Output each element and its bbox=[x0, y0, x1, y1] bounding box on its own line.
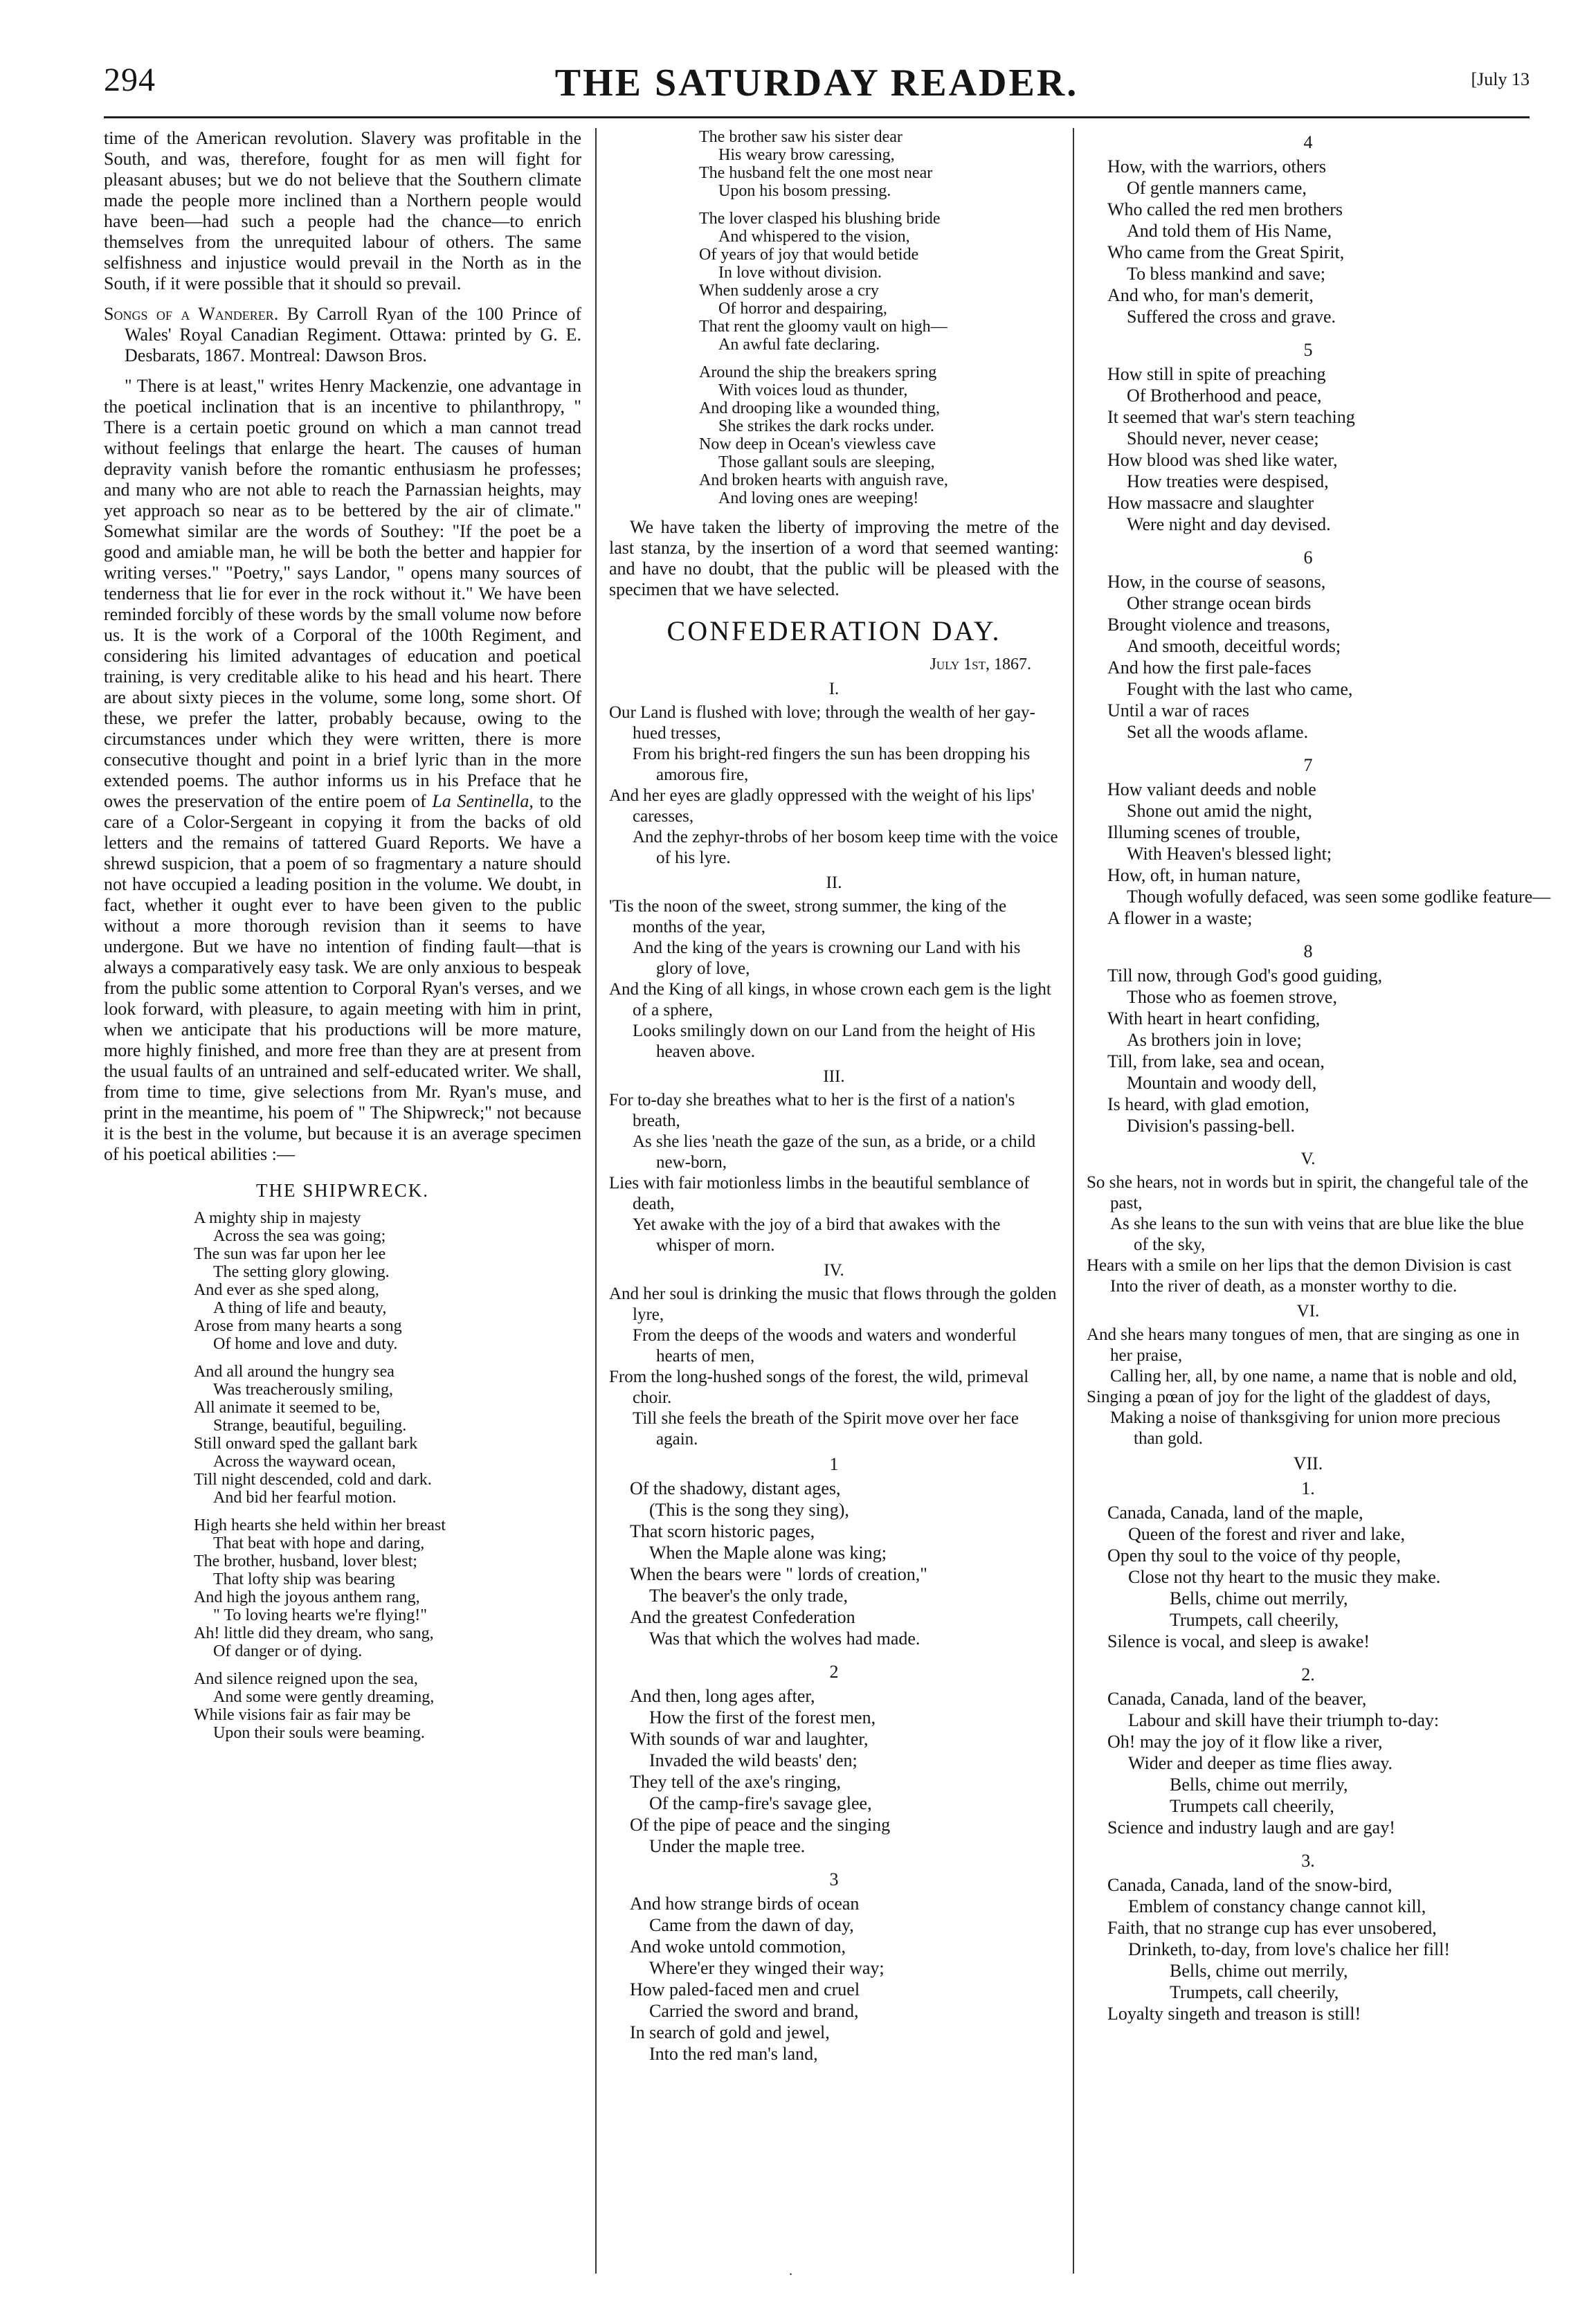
review-text-end: to the care of a Color-Sergeant in copying it from the backs of old letters and the remains of tattered Guard Reports. We have a shrewd suspicion, that a poem of so fragmentary a nature should not have occupied a leading position in the volume. We doubt, in fact, whether it ought ever to have been given to the public without a more thorough revision than it seems to have undergone. But we have no intention of finding fault—that is always a comparatively easy task. We are only anxious to bespeak from the public some attention to Corporal Ryan's verses, and we look forward, with pleasure, to again meeting with him in print, when we anticipate that his productions will be more mature, more highly finished, and more free than they are at present from the usual faults of an untrained and self-educated writer. We shall, from time to time, give selections from Mr. Ryan's muse, and print in the meantime, his poem of " The Shipwreck;" not because it is the best in the volume, but because it is an average specimen of his poetical abilities :— bbox=[104, 791, 581, 1164]
part-number: III. bbox=[823, 1067, 845, 1086]
poem-line: That beat with hope and daring, bbox=[213, 1534, 425, 1552]
poem-line: And smooth, deceitful words; bbox=[1127, 636, 1341, 656]
poem-line: And her soul is drinking the music that flows through the golden lyre, bbox=[609, 1285, 1057, 1324]
song-line: Bells, chime out merrily, bbox=[1170, 1588, 1348, 1608]
poem-line: Of the camp-fire's savage glee, bbox=[649, 1793, 872, 1813]
poem-line: From the long-hushed songs of the forest, the wild, primeval choir. bbox=[609, 1368, 1029, 1407]
poem-line: That rent the gloomy vault on high— bbox=[699, 318, 947, 336]
poem-line: Of gentle manners came, bbox=[1127, 178, 1307, 198]
poem-line: And how strange birds of ocean bbox=[630, 1894, 860, 1914]
poem-stanzas bbox=[104, 1209, 581, 1742]
song-line: Faith, that no strange cup has ever unsobered, bbox=[1107, 1918, 1437, 1938]
poem-line: Were night and day devised. bbox=[1127, 514, 1331, 534]
poem-line: And told them of His Name, bbox=[1127, 221, 1332, 241]
poem-line: A thing of life and beauty, bbox=[213, 1299, 387, 1317]
stanza bbox=[630, 1893, 1059, 2065]
poem-line: While visions fair as fair may be bbox=[194, 1706, 411, 1724]
poem-line: For to-day she breathes what to her is the first of a nation's breath, bbox=[609, 1091, 1015, 1130]
poem-line: And who, for man's demerit, bbox=[1107, 285, 1314, 305]
part-number: V. bbox=[1300, 1150, 1316, 1168]
poem-line: They tell of the axe's ringing, bbox=[630, 1772, 842, 1792]
poem-line: Mountain and woody dell, bbox=[1127, 1073, 1317, 1093]
stanza bbox=[630, 1685, 1059, 1857]
poem-line: Until a war of races bbox=[1107, 700, 1250, 720]
poem-line: Hears with a smile on her lips that the demon Division is cast bbox=[1087, 1256, 1512, 1275]
subpart-number: 7 bbox=[1303, 755, 1313, 775]
poem-subparts-continued bbox=[1087, 132, 1551, 1136]
poem-line: Ah! little did they dream, who sang, bbox=[194, 1624, 434, 1642]
poem-line: And the zephyr-throbs of her bosom keep time with the voice of his lyre. bbox=[633, 828, 1058, 867]
header-rule bbox=[104, 116, 1530, 118]
poem-line: Of Brotherhood and peace, bbox=[1127, 386, 1322, 406]
poem-line: How, in the course of seasons, bbox=[1107, 572, 1326, 592]
poem-line: And she hears many tongues of men, that are singing as one in her praise, bbox=[1087, 1325, 1520, 1365]
column-2 bbox=[609, 128, 1059, 2077]
poem-line: In love without division. bbox=[718, 264, 882, 282]
poem-line: With sounds of war and laughter, bbox=[630, 1729, 869, 1749]
poem-line: How valiant deeds and noble bbox=[1107, 779, 1316, 799]
poem-parts-continued bbox=[1087, 1149, 1530, 1449]
stanza bbox=[699, 210, 1059, 354]
poem-line: Those gallant souls are sleeping, bbox=[718, 453, 935, 471]
song-line: Trumpets, call cheerily, bbox=[1170, 1610, 1339, 1630]
review-heading bbox=[104, 304, 581, 366]
poem-line: Fought with the last who came, bbox=[1127, 679, 1353, 699]
page-number: 294 bbox=[104, 62, 156, 98]
poem-line: Carried the sword and brand, bbox=[649, 2001, 859, 2021]
stanza bbox=[1107, 779, 1551, 929]
poem-line: Of years of joy that would betide bbox=[699, 246, 919, 264]
poem-line: That lofty ship was bearing bbox=[213, 1570, 395, 1588]
poem-line: Strange, beautiful, beguiling. bbox=[213, 1417, 407, 1435]
poem-line: The setting glory glowing. bbox=[213, 1263, 390, 1281]
poem-line: Of horror and despairing, bbox=[718, 300, 887, 318]
poem-line: A mighty ship in majesty bbox=[194, 1209, 361, 1227]
poem-line: Under the maple tree. bbox=[649, 1836, 806, 1856]
poem-line: All animate it seemed to be, bbox=[194, 1399, 381, 1417]
stanza bbox=[194, 1363, 581, 1507]
part-number: II. bbox=[826, 873, 842, 892]
poem-line: How treaties were despised, bbox=[1127, 471, 1329, 491]
poem-line: From the deeps of the woods and waters and wonderful hearts of men, bbox=[633, 1326, 1017, 1366]
header-date: [July 13 bbox=[1471, 69, 1530, 89]
poem-line: How the first of the forest men, bbox=[649, 1707, 876, 1727]
column-1 bbox=[104, 128, 581, 1752]
article-paragraph: time of the American revolution. Slavery was profitable in the South, and was, therefore, fought for as men will fight for pleasant abuses; but we do not believe that the Southern climate made the people more inclined than a Northern people would have been—had such a people had the chance—to enrich themselves from the unrequited labour of others. The same selfishness and injustice would prevail in the North as in the South, if it were possible that it should so prevail. bbox=[104, 128, 581, 293]
subpart-number: 6 bbox=[1303, 547, 1313, 568]
poem-line: High hearts she held within her breast bbox=[194, 1516, 446, 1534]
poem-line: And the king of the years is crowning our Land with his glory of love, bbox=[633, 938, 1021, 978]
poem-line: As brothers join in love; bbox=[1127, 1030, 1302, 1050]
column-3 bbox=[1087, 128, 1551, 2037]
poem-line: When the bears were " lords of creation," bbox=[630, 1564, 927, 1584]
song-line: Queen of the forest and river and lake, bbox=[1128, 1524, 1405, 1544]
poem-line: With heart in heart confiding, bbox=[1107, 1008, 1321, 1028]
poem-line: How paled-faced men and cruel bbox=[630, 1979, 860, 1999]
poem-line: And the King of all kings, in whose crown each gem is the light of a sphere, bbox=[609, 980, 1051, 1019]
ornament-dot: . bbox=[789, 2263, 792, 2278]
stanza bbox=[194, 1670, 581, 1742]
poem-line: And high the joyous anthem rang, bbox=[194, 1588, 420, 1606]
poem-line: How blood was shed like water, bbox=[1107, 450, 1338, 470]
subpart-number: 8 bbox=[1303, 941, 1313, 961]
poem-line: Till she feels the breath of the Spirit move over her face again. bbox=[633, 1409, 1019, 1449]
poem-line: Shone out amid the night, bbox=[1127, 801, 1312, 821]
poem-line: Illuming scenes of trouble, bbox=[1107, 822, 1300, 842]
stanza bbox=[630, 1478, 1059, 1649]
song-line: Drinketh, to-day, from love's chalice her fill! bbox=[1128, 1939, 1451, 1959]
poem-line: In search of gold and jewel, bbox=[630, 2022, 830, 2042]
poem-line: When suddenly arose a cry bbox=[699, 282, 879, 300]
verse bbox=[1107, 1874, 1530, 2024]
poem-line: Into the red man's land, bbox=[649, 2044, 818, 2064]
stanza bbox=[194, 1209, 581, 1353]
poem-line: And how the first pale-faces bbox=[1107, 657, 1312, 678]
poem-line: Is heard, with glad emotion, bbox=[1107, 1094, 1309, 1114]
poem-stanzas-continued bbox=[609, 128, 1059, 507]
poem-line: Brought violence and treasons, bbox=[1107, 615, 1331, 635]
poem-line: Upon their souls were beaming. bbox=[213, 1724, 425, 1742]
song-line: Bells, chime out merrily, bbox=[1170, 1961, 1348, 1981]
song-verses bbox=[1087, 1478, 1530, 2024]
poem-line: His weary brow caressing, bbox=[718, 146, 895, 164]
verse-number: 2. bbox=[1301, 1665, 1315, 1685]
poem-line: With Heaven's blessed light; bbox=[1127, 844, 1332, 864]
poem-line: The brother, husband, lover blest; bbox=[194, 1552, 417, 1570]
song-line: Bells, chime out merrily, bbox=[1170, 1775, 1348, 1795]
poem-line: Of home and love and duty. bbox=[213, 1335, 398, 1353]
poem-line: And loving ones are weeping! bbox=[718, 489, 919, 507]
poem-line: From his bright-red fingers the sun has been dropping his amorous fire, bbox=[633, 745, 1031, 784]
poem-line: Looks smilingly down on our Land from the height of His heaven above. bbox=[633, 1022, 1035, 1061]
poem-line: And all around the hungry sea bbox=[194, 1363, 395, 1381]
poem-line: And broken hearts with anguish rave, bbox=[699, 471, 948, 489]
verse-number: 1. bbox=[1301, 1478, 1315, 1498]
poem-line: Calling her, all, by one name, a name that is noble and old, bbox=[1110, 1367, 1517, 1386]
poem-line: Came from the dawn of day, bbox=[649, 1915, 854, 1935]
song-line: Canada, Canada, land of the beaver, bbox=[1107, 1689, 1367, 1709]
stanza bbox=[699, 128, 1059, 200]
poem-line: Of danger or of dying. bbox=[213, 1642, 363, 1660]
song-line: Canada, Canada, land of the snow-bird, bbox=[1107, 1875, 1393, 1895]
poem-line: Those who as foemen strove, bbox=[1127, 987, 1337, 1007]
poem-line: And the greatest Confederation bbox=[630, 1607, 855, 1627]
song-line: Labour and skill have their triumph to-day: bbox=[1128, 1710, 1440, 1730]
stanza bbox=[1107, 965, 1530, 1136]
poem-line: Was treacherously smiling, bbox=[213, 1381, 394, 1399]
poem-line: Invaded the wild beasts' den; bbox=[649, 1750, 858, 1770]
poem-line: As she lies 'neath the gaze of the sun, as a bride, or a child new-born, bbox=[633, 1132, 1036, 1172]
poem-line: Now deep in Ocean's viewless cave bbox=[699, 435, 936, 453]
poem-line: How still in spite of preaching bbox=[1107, 364, 1326, 384]
song-line: Canada, Canada, land of the maple, bbox=[1107, 1503, 1363, 1523]
poem-line: Still onward sped the gallant bark bbox=[194, 1435, 418, 1453]
poem-line: The sun was far upon her lee bbox=[194, 1245, 386, 1263]
poem-line: When the Maple alone was king; bbox=[649, 1543, 887, 1563]
poem-line: The beaver's the only trade, bbox=[649, 1586, 848, 1606]
poem-line: Set all the woods aflame. bbox=[1127, 722, 1309, 742]
poem-line: Suffered the cross and grave. bbox=[1127, 307, 1336, 327]
masthead-title: THE SATURDAY READER. bbox=[554, 62, 1079, 105]
review-paragraph bbox=[104, 376, 581, 1165]
poem-line: That scorn historic pages, bbox=[630, 1521, 815, 1541]
editor-note: We have taken the liberty of improving the metre of the last stanza, by the insertion of a word that seemed wanting: and have no doubt, that the public will be pleased with the specimen that we have selected. bbox=[609, 517, 1059, 599]
poem-line: An awful fate declaring. bbox=[718, 336, 880, 354]
song-line: Science and industry laugh and are gay! bbox=[1107, 1817, 1395, 1838]
song-line: Loyalty singeth and treason is still! bbox=[1107, 2004, 1361, 2024]
poem-line: Of the shadowy, distant ages, bbox=[630, 1478, 841, 1498]
stanza bbox=[1107, 363, 1530, 535]
subpart-number: 1 bbox=[829, 1454, 839, 1474]
part-number: VI. bbox=[1296, 1302, 1320, 1321]
poem-line: The lover clasped his blushing bride bbox=[699, 210, 941, 228]
part-number: IV. bbox=[824, 1261, 844, 1280]
poem-line: The brother saw his sister dear bbox=[699, 128, 903, 146]
verse-number: 3. bbox=[1301, 1851, 1315, 1871]
song-line: Oh! may the joy of it flow like a river, bbox=[1107, 1732, 1383, 1752]
song-line: Wider and deeper as time flies away. bbox=[1128, 1753, 1393, 1773]
poem-line: She strikes the dark rocks under. bbox=[718, 417, 934, 435]
poem-line: Was that which the wolves had made. bbox=[649, 1629, 921, 1649]
poem-line: And some were gently dreaming, bbox=[213, 1688, 435, 1706]
poem-title: THE SHIPWRECK. bbox=[256, 1180, 429, 1201]
poem-line: Division's passing-bell. bbox=[1127, 1116, 1296, 1136]
poem-line: Around the ship the breakers spring bbox=[699, 363, 937, 381]
poem-line: And bid her fearful motion. bbox=[213, 1489, 397, 1507]
review-text-italic: La Sentinella, bbox=[432, 791, 534, 811]
poem-line: And whispered to the vision, bbox=[718, 228, 910, 246]
song-line: Open thy soul to the voice of thy people, bbox=[1107, 1545, 1401, 1566]
poem-line: Our Land is flushed with love; through the wealth of her gay-hued tresses, bbox=[609, 703, 1035, 743]
stanza bbox=[1107, 571, 1530, 743]
page-header bbox=[104, 61, 1530, 130]
part-number: I. bbox=[828, 680, 840, 698]
song-line: Silence is vocal, and sleep is awake! bbox=[1107, 1631, 1370, 1651]
poem-line: 'Tis the noon of the sweet, strong summer, the king of the months of the year, bbox=[609, 897, 1007, 936]
poem-parts bbox=[609, 679, 1059, 1450]
poem-line: Till now, through God's good guiding, bbox=[1107, 965, 1383, 986]
verse bbox=[1107, 1688, 1530, 1838]
poem-line: Across the sea was going; bbox=[213, 1227, 386, 1245]
poem-line: Though wofully defaced, was seen some godlike feature— bbox=[1127, 887, 1551, 907]
review-title: Songs of a Wanderer. bbox=[104, 304, 279, 324]
poem-heading: CONFEDERATION DAY. bbox=[666, 615, 1001, 646]
poem-date: July 1st, 1867. bbox=[930, 655, 1031, 673]
poem-line: Should never, never cease; bbox=[1127, 428, 1319, 448]
poem-line: Lies with fair motionless limbs in the beautiful semblance of death, bbox=[609, 1174, 1030, 1213]
subpart-number: 2 bbox=[829, 1662, 839, 1682]
poem-line: How, oft, in human nature, bbox=[1107, 865, 1301, 885]
subpart-number: 5 bbox=[1303, 340, 1313, 360]
review-details: By Carroll Ryan of the 100 Prince of Wales' Royal Canadian Regiment. Ottawa: printed by G. E. Desbarats, 1867. Montreal: Dawson Bros. bbox=[125, 304, 581, 365]
poem-line: Other strange ocean birds bbox=[1127, 593, 1312, 613]
poem-line: And woke untold commotion, bbox=[630, 1936, 846, 1957]
poem-line: And drooping like a wounded thing, bbox=[699, 399, 940, 417]
song-line: Trumpets, call cheerily, bbox=[1170, 1982, 1339, 2002]
song-line: Close not thy heart to the music they make. bbox=[1128, 1567, 1441, 1587]
poem-line: Upon his bosom pressing. bbox=[718, 182, 891, 200]
poem-line: To bless mankind and save; bbox=[1127, 264, 1326, 284]
poem-line: As she leans to the sun with veins that are blue like the blue of the sky, bbox=[1110, 1215, 1524, 1254]
poem-line: Who called the red men brothers bbox=[1107, 199, 1343, 219]
poem-line: And ever as she sped along, bbox=[194, 1281, 379, 1299]
review-text: " There is at least," writes Henry Mackenzie, one advantage in the poetical inclination that is an incentive to philanthropy, " There is a certain poetic ground on which a man cannot tread without feelings that enlarge the heart. The causes of human depravity vanish before the romantic enthusiasm he professes; and many who are not able to reach the Parnassian heights, may yet approach so near as to be bettered by the air of climate." Somewhat similar are the words of Southey: "If the poet be a good and amiable man, he will be both the better and happier for writing verses." "Poetry," says Landor, " opens many sources of tenderness that lie for ever in the rock without it." We have been reminded forcibly of these words by the small volume now before us. It is the work of a Corporal of the 100th Regiment, and considering his limited advantages of education and poetical training, is very creditable alike to his head and his heart. There are about sixty pieces in the volume, some long, some short. Of these, we prefer the latter, probably because, owing to the circumstances under which they were written, there is more consecutive thought and point in a brief lyric than in the more extended poems. The author informs us in his Preface that he owes the preservation of the entire poem of bbox=[104, 376, 581, 811]
poem-line: A flower in a waste; bbox=[1107, 908, 1253, 928]
poem-line: The husband felt the one most near bbox=[699, 164, 933, 182]
column-divider bbox=[1073, 128, 1074, 2274]
poem-line: With voices loud as thunder, bbox=[718, 381, 908, 399]
poem-line: It seemed that war's stern teaching bbox=[1107, 407, 1355, 427]
column-divider bbox=[595, 128, 597, 2274]
poem-line: And her eyes are gladly oppressed with the weight of his lips' caresses, bbox=[609, 786, 1035, 826]
subpart-number: 3 bbox=[829, 1869, 839, 1889]
poem-line: And silence reigned upon the sea, bbox=[194, 1670, 418, 1688]
poem-line: Till, from lake, sea and ocean, bbox=[1107, 1051, 1325, 1071]
song-section-number: VII. bbox=[1293, 1453, 1323, 1473]
poem-line: Till night descended, cold and dark. bbox=[194, 1471, 432, 1489]
verse bbox=[1107, 1502, 1530, 1652]
poem-subparts bbox=[609, 1454, 1059, 2065]
poem-line: Where'er they winged their way; bbox=[649, 1958, 885, 1978]
poem-line: Singing a pœan of joy for the light of the gladdest of days, bbox=[1087, 1388, 1491, 1406]
poem-line: " To loving hearts we're flying!" bbox=[213, 1606, 428, 1624]
poem-line: And then, long ages after, bbox=[630, 1686, 815, 1706]
poem-line: Yet awake with the joy of a bird that awakes with the whisper of morn. bbox=[633, 1215, 1001, 1255]
poem-line: So she hears, not in words but in spirit, the changeful tale of the past, bbox=[1087, 1173, 1529, 1213]
poem-line: Arose from many hearts a song bbox=[194, 1317, 402, 1335]
poem-line: (This is the song they sing), bbox=[649, 1500, 849, 1520]
poem-line: Across the wayward ocean, bbox=[213, 1453, 396, 1471]
poem-line: How, with the warriors, others bbox=[1107, 156, 1327, 176]
song-line: Emblem of constancy change cannot kill, bbox=[1128, 1896, 1426, 1916]
stanza bbox=[699, 363, 1059, 507]
song-line: Trumpets call cheerily, bbox=[1170, 1796, 1334, 1816]
poem-line: Who came from the Great Spirit, bbox=[1107, 242, 1345, 262]
stanza bbox=[1107, 156, 1530, 327]
poem-line: Making a noise of thanksgiving for union more precious than gold. bbox=[1110, 1408, 1500, 1448]
poem-line: How massacre and slaughter bbox=[1107, 493, 1314, 513]
subpart-number: 4 bbox=[1303, 132, 1313, 152]
stanza bbox=[194, 1516, 581, 1660]
poem-line: Into the river of death, as a monster worthy to die. bbox=[1110, 1277, 1458, 1296]
poem-line: Of the pipe of peace and the singing bbox=[630, 1815, 891, 1835]
